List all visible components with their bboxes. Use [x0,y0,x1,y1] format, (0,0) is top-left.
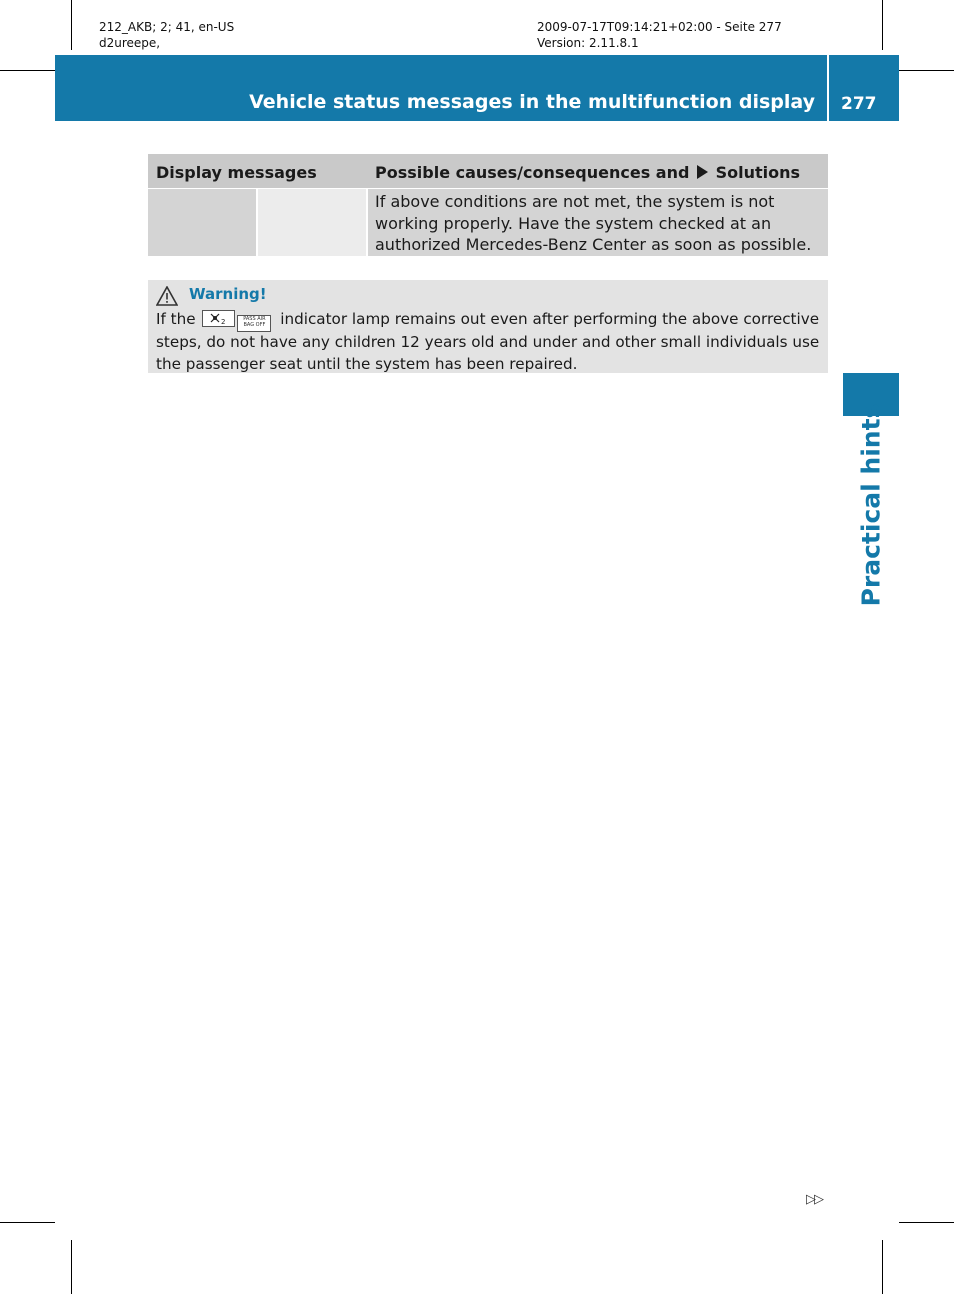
crop-mark [882,0,883,50]
warning-title: Warning! [189,285,267,303]
crop-mark [0,1222,55,1223]
column-header-solutions-text: Solutions [715,163,801,182]
crop-mark [899,1222,954,1223]
column-header-display-messages: Display messages [156,163,317,182]
crop-mark [882,1240,883,1294]
meta-line: 212_AKB; 2; 41, en-US [99,20,235,34]
crop-mark [71,1240,72,1294]
table-cell-empty [148,189,256,256]
meta-line: d2ureepe, [99,36,161,50]
arrow-right-icon [697,165,708,179]
print-meta-left [99,19,234,51]
warning-text [156,309,824,375]
warning-triangle-icon [156,286,178,306]
svg-text:2: 2 [221,318,226,326]
page-number: 277 [841,94,877,114]
warning-text-end: indicator lamp remains out even after performing the above corrective steps, do not have any children 12 years old and under and other small individuals use the passenger seat until the system has been repaired. [156,310,820,373]
continue-arrows-icon: ▷▷ [806,1192,822,1207]
print-meta-right [537,19,782,51]
table-header-row [148,154,828,188]
child-seat-indicator-icon [202,310,235,327]
warning-text-start: If the [156,310,196,328]
meta-line: 2009-07-17T09:14:21+02:00 - Seite 277 [537,20,782,34]
crop-mark [899,70,954,71]
section-header [55,55,827,121]
table-cell-solution [368,189,828,256]
passenger-airbag-off-icon: PASS AIR BAG OFF [237,315,271,332]
column-header-causes [375,163,800,182]
crop-mark [0,70,55,71]
crop-mark [71,0,72,50]
side-tab-label [843,403,899,607]
side-tab-text: Practical hints [856,403,886,607]
section-title: Vehicle status messages in the multifunction display [249,91,815,113]
table-cell-empty [258,189,366,256]
solution-text: If above conditions are not met, the system is not working properly. Have the system checked at an authorized Mercedes-Benz Center as soon as possible. [375,192,812,254]
column-header-causes-text: Possible causes/consequences and [375,163,690,182]
page-number-box [829,55,899,121]
meta-line: Version: 2.11.8.1 [537,36,639,50]
warning-box [148,280,828,373]
